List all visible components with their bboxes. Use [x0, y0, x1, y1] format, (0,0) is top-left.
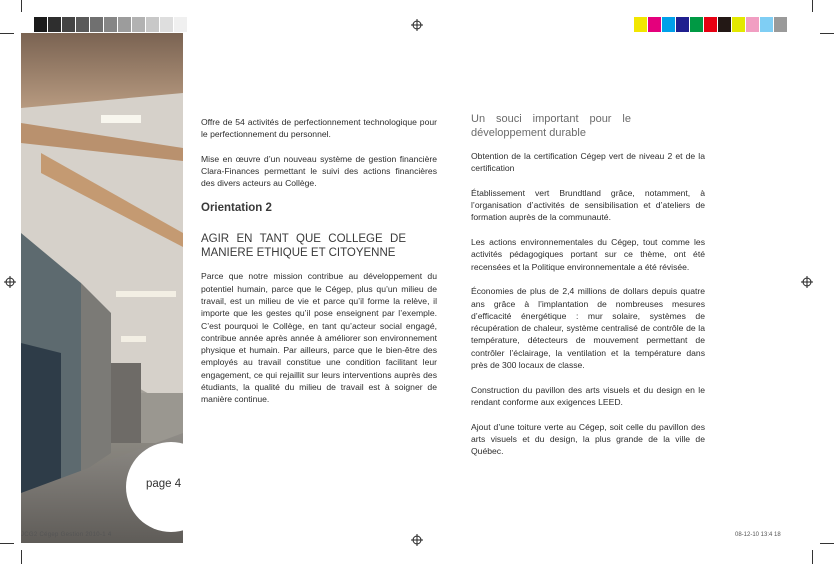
- grayscale-swatch: [90, 17, 104, 32]
- color-swatch: [774, 17, 788, 32]
- paragraph: Offre de 54 activités de perfectionnement technologique pour le perfectionnement du personnel.: [201, 117, 437, 140]
- grayscale-swatch: [48, 17, 62, 32]
- orientation-heading: Orientation 2: [201, 202, 272, 215]
- section-heading: AGIR EN TANT QUE COLLEGE DE MANIERE ETHIQUE ET CITOYENNE: [201, 233, 406, 260]
- right-text-column: [471, 112, 705, 470]
- registration-mark-icon: [411, 534, 423, 546]
- registration-mark-icon: [4, 276, 16, 288]
- crop-mark: [21, 0, 22, 12]
- color-swatch: [704, 17, 718, 32]
- color-swatch: [760, 17, 774, 32]
- grayscale-bar: [34, 17, 188, 32]
- color-swatch: [676, 17, 690, 32]
- paragraph: Construction du pavillon des arts visuels et du design en le rendant conforme aux exigences LEED.: [471, 384, 705, 407]
- grayscale-swatch: [174, 17, 188, 32]
- paragraph: Établissement vert Brundtland grâce, notamment, à l’organisation d’activités de sensibilisation et d’ateliers de formation auprès de la communauté.: [471, 187, 705, 223]
- grayscale-swatch: [146, 17, 160, 32]
- crop-mark: [21, 550, 22, 564]
- grayscale-swatch: [34, 17, 48, 32]
- grayscale-swatch: [76, 17, 90, 32]
- grayscale-swatch: [160, 17, 174, 32]
- crop-mark: [812, 550, 813, 564]
- grayscale-swatch: [132, 17, 146, 32]
- crop-mark: [820, 543, 834, 544]
- crop-mark: [0, 543, 14, 544]
- paragraph: Les actions environnementales du Cégep, tout comme les activités pédagogiques portant sur ce thème, ont été recensées et la Politique environnementale a été révisée.: [471, 237, 705, 272]
- grayscale-swatch: [118, 17, 132, 32]
- crop-mark: [0, 33, 14, 34]
- color-swatch: [718, 17, 732, 32]
- grayscale-swatch: [62, 17, 76, 32]
- grayscale-swatch: [104, 17, 118, 32]
- color-swatch: [662, 17, 676, 32]
- color-swatch: [634, 17, 648, 32]
- crop-mark: [820, 33, 834, 34]
- paragraph: Mise en œuvre d’un nouveau système de gestion financière Clara-Finances permettant le suivi des actions financières des divers acteurs au Collège.: [201, 153, 437, 189]
- registration-mark-icon: [801, 276, 813, 288]
- paragraph: Obtention de la certification Cégep vert de niveau 2 et de la certification: [471, 151, 705, 174]
- color-swatch: [746, 17, 760, 32]
- color-swatch: [648, 17, 662, 32]
- color-swatch: [690, 17, 704, 32]
- paragraph: Ajout d’une toiture verte au Cégep, soit celle du pavillon des arts visuels et du design, la plus grande de la ville de Québec.: [471, 421, 705, 457]
- paragraph: Parce que notre mission contribue au développement du potentiel humain, parce que le Cégep, plus qu’un milieu de travail, est un milieu de vie et parce qu’il forme la relève, il importe que les gestes qu’il pose enseignent par l’exemple. C’est pourquoi le Collège, en tant qu’acteur social engagé, contribue année après année à améliorer son environnement physique et humain. Par ailleurs, parce que le bien-être des employés au travail constitue une condition facilitant leur engagement, ce qui rejaillit sur leurs interventions auprès des étudiants, la qualité du milieu de travail est à soigner de manière continue.: [201, 271, 437, 405]
- paragraph: Économies de plus de 2,4 millions de dollars depuis quatre ans grâce à l’implantation de nombreuses mesures d’efficacité énergétique : mur solaire, systèmes de récupération de chaleur, système centralisé de contrôle de la température, détecteurs de mouvement permettant de contrôler l’éclairage, la ventilation et la température dans près de 300 locaux de classe.: [471, 286, 705, 371]
- registration-mark-icon: [411, 19, 423, 31]
- left-text-column: [201, 116, 437, 418]
- page-number: page 4: [146, 478, 182, 490]
- print-slug-right: 08-12-10 13:4 18: [735, 532, 781, 538]
- section-heading: Un souci important pour le développement durable: [471, 113, 631, 139]
- print-slug-left: JCG2 Cégep Gestion 2010-1 4: [21, 532, 112, 538]
- crop-mark: [812, 0, 813, 12]
- color-swatch: [732, 17, 746, 32]
- color-bar: [634, 17, 788, 32]
